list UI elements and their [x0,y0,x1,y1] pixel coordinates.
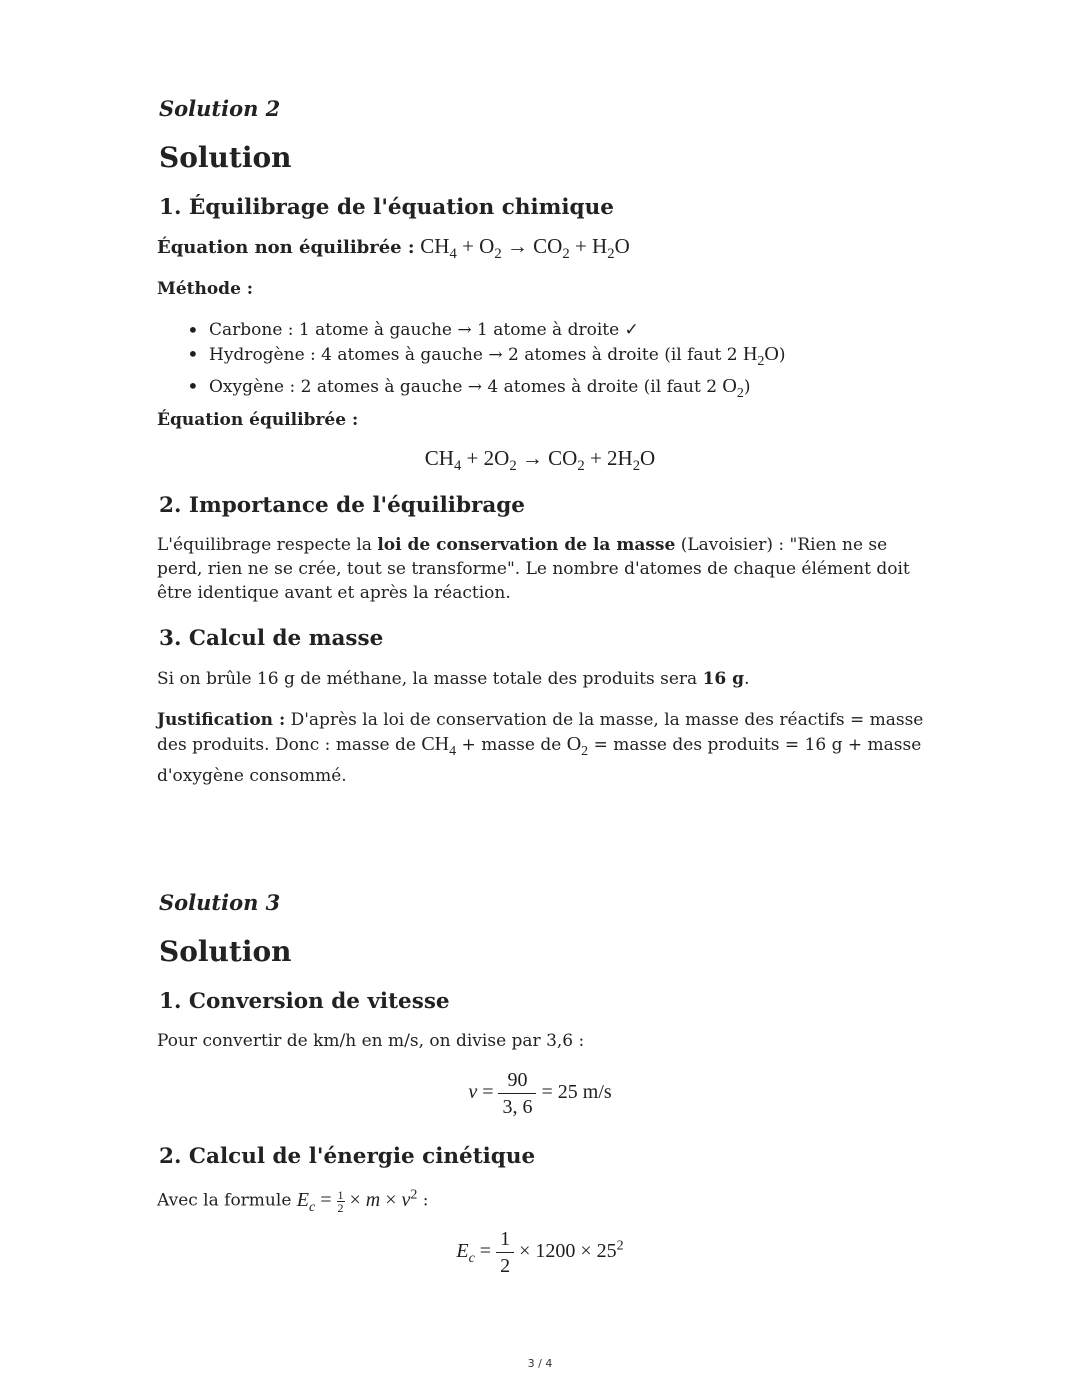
importance-bold: loi de conservation de la masse [377,535,676,555]
speed-result: = 25 m/s [541,1081,612,1104]
speed-fraction [498,1067,536,1120]
method-list [157,318,957,406]
importance-text-b: (Lavoisier) : "Rien ne se perd, rien ne se crée, tout se transforme". Le nombre d'atomes de chaque élément doit être identique avant et après la réaction. [157,535,910,603]
heading-energie: 2. Calcul de l'énergie cinétique [159,1144,536,1169]
heading-conversion: 1. Conversion de vitesse [159,989,450,1014]
mass-paragraph [157,667,749,691]
justification-text-a: D'après la loi de conservation de la masse, la masse des réactifs = masse des produits. Donc : masse de [157,710,924,755]
o2-formula-2: $O_2$ [566,733,589,759]
speed-equation: v = $\frac{90}{3, 6}$ = 25 m/s [468,1069,612,1118]
bullet-carbone: Carbone : 1 atome à gauche → 1 atome à droite ✓ [209,320,639,340]
energy-equation: $E_c$ = $\frac{1}{2}$ × $1200 \times 25^2$ [456,1228,624,1277]
formula-paragraph: Avec la formule $E_c$ = $\frac{1}{2}$ × $m \times v^2$ : [157,1187,429,1215]
solution-2-title: Solution [159,141,292,174]
mass-text-b: . [744,669,750,689]
justification-text-b: + masse de [456,735,567,755]
o2-formula: $O_2$ [722,375,744,401]
list-item [157,318,957,342]
solution-3-title: Solution [159,935,292,968]
bullet-oxygene: Oxygène : 2 atomes à gauche → 4 atomes à droite (il faut 2 [209,377,723,397]
importance-text-a: L'équilibrage respecte la [157,535,378,555]
half-numerator: 1 [496,1226,514,1253]
mass-bold: 16 g [702,669,745,689]
half-fraction [496,1226,514,1279]
page-number: 3 / 4 [527,1357,553,1370]
importance-paragraph [157,533,937,605]
balanced-equation: $CH_4 + 2O_2 \to CO_2 + 2H_2O$ [424,446,656,475]
heading-equilibrage: 1. Équilibrage de l'équation chimique [159,195,614,220]
mass-text-a: Si on brûle 16 g de méthane, la masse totale des produits sera [157,669,703,689]
speed-numerator: 90 [498,1067,536,1094]
unbalanced-equation-label: Équation non équilibrée : [157,237,415,258]
kinetic-formula: $E_c$ = $\frac{1}{2}$ × $m \times v^2$ [296,1187,418,1215]
h2o-formula: $H_2O$ [742,343,779,369]
energy-rest: × 1200 × 25 [519,1240,617,1263]
heading-importance: 2. Importance de l'équilibrage [159,493,525,518]
unbalanced-equation: $CH_4 + O_2 \to CO_2 + H_2O$ [420,234,630,263]
conversion-paragraph: Pour convertir de km/h en m/s, on divise par 3,6 : [157,1031,585,1051]
bullet-hydrogene: Hydrogène : 4 atomes à gauche → 2 atomes à droite (il faut 2 [209,345,743,365]
half-denominator: 2 [500,1255,511,1277]
justification-label: Justification : [157,710,286,730]
solution-3-tag: Solution 3 [159,890,281,915]
list-item: • Oxygène : 2 atomes à gauche → 4 atomes à droite (il faut 2 $O_2$) [157,374,957,406]
justification-paragraph [157,708,932,788]
ch4-formula: $CH_4$ [421,733,457,759]
list-item: • Hydrogène : 4 atomes à gauche → 2 atomes à droite (il faut 2 $H_2O$) [157,342,957,374]
heading-calcul-masse: 3. Calcul de masse [159,626,384,651]
balanced-label: Équation équilibrée : [157,410,359,430]
unbalanced-equation-line [157,234,630,266]
speed-denominator: 3, 6 [502,1096,533,1118]
solution-2-tag: Solution 2 [159,96,281,121]
method-label: Méthode : [157,279,254,299]
formula-text: Avec la formule [157,1190,297,1211]
justification-text-c: = masse des produits = 16 g + masse d'oxygène consommé. [157,735,922,786]
